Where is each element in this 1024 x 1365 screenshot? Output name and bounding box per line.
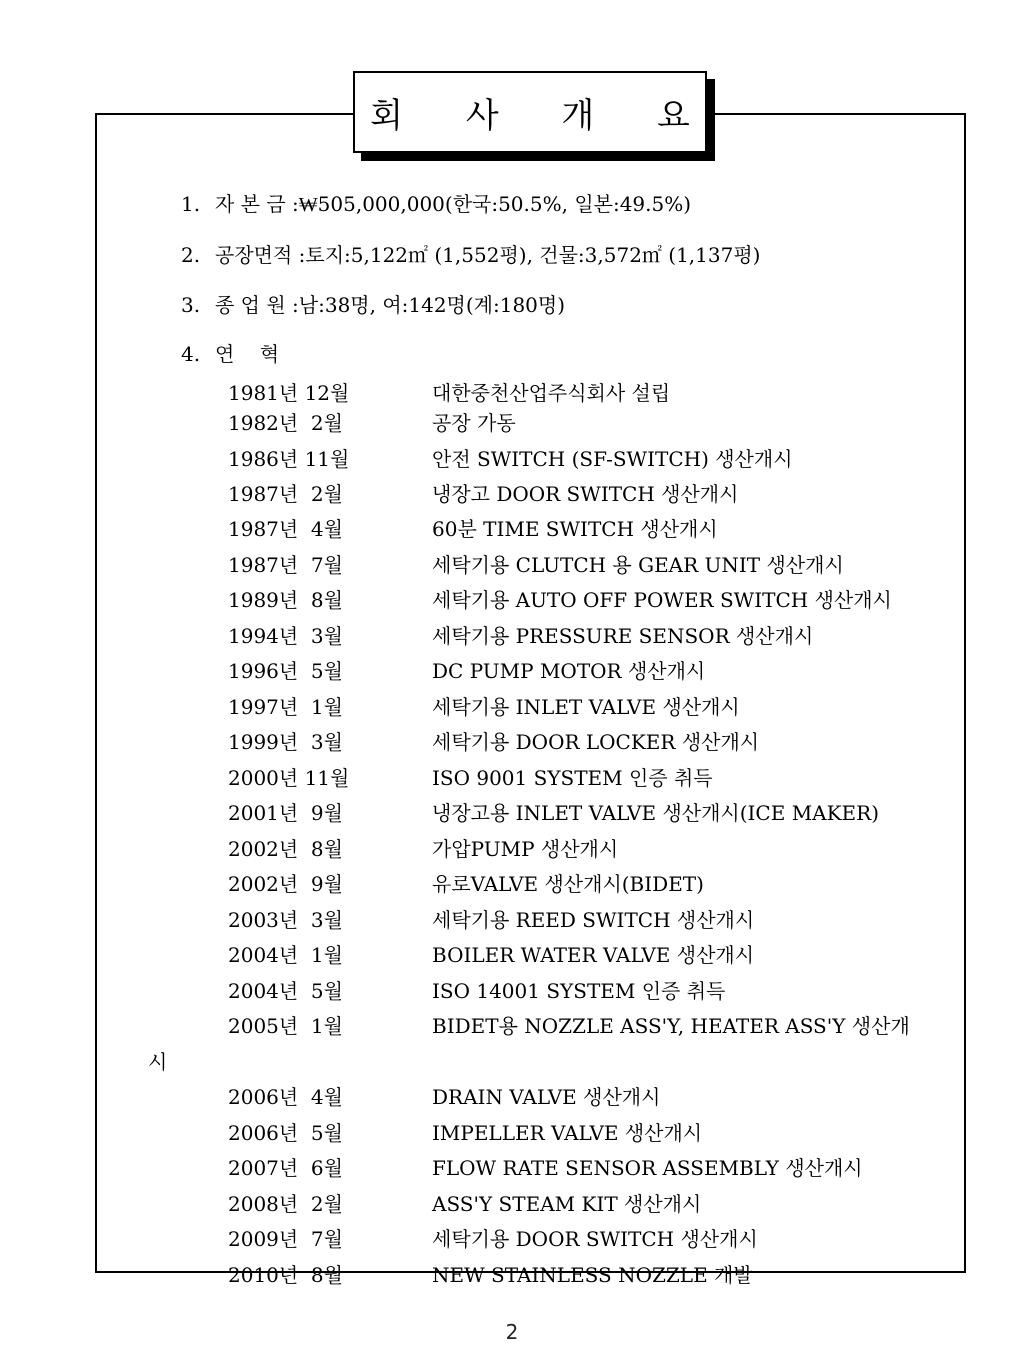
info-value: ₩505,000,000(한국:50.5%, 일본:49.5%) [298,192,692,216]
history-event: ASS'Y STEAM KIT 생산개시 [432,1192,702,1216]
info-history-heading [181,341,279,367]
history-row [228,765,713,791]
history-date: 1987년 2월 [228,482,343,506]
info-number: 3. [181,293,201,317]
history-event: DC PUMP MOTOR 생산개시 [432,659,706,683]
history-event: 세탁기용 AUTO OFF POWER SWITCH 생산개시 [432,588,892,612]
history-row [228,729,759,755]
history-date: 2001년 9월 [228,801,343,825]
history-row [228,1084,660,1110]
history-row [228,800,879,826]
info-capital [181,191,691,217]
history-event: 세탁기용 REED SWITCH 생산개시 [432,908,755,932]
history-date: 2009년 7월 [228,1227,343,1251]
history-event: ISO 9001 SYSTEM 인증 취득 [432,766,713,790]
history-event: 세탁기용 INLET VALVE 생산개시 [432,695,740,719]
history-event: BOILER WATER VALVE 생산개시 [432,943,755,967]
history-date: 2004년 5월 [228,979,343,1003]
history-date: 2004년 1월 [228,943,343,967]
history-row [228,380,670,406]
history-row [228,623,813,649]
info-number: 1. [181,192,201,216]
history-date: 1994년 3월 [228,624,343,648]
history-row [228,1120,702,1146]
info-number: 2. [181,243,201,267]
history-event: 세탁기용 PRESSURE SENSOR 생산개시 [432,624,814,648]
history-date: 2005년 1월 [228,1014,343,1038]
history-wrapped-text: 시 [148,1050,168,1074]
history-event: DRAIN VALVE 생산개시 [432,1085,661,1109]
history-event: IMPELLER VALVE 생산개시 [432,1121,703,1145]
page-number: 2 [505,1320,519,1344]
history-event: 세탁기용 DOOR LOCKER 생산개시 [432,730,760,754]
info-number: 4. [181,342,201,366]
history-event: 유로VALVE 생산개시(BIDET) [432,872,704,896]
history-date: 2000년 11월 [228,766,350,790]
history-date: 1996년 5월 [228,659,343,683]
info-value: 토지:5,122㎡ (1,552평), 건물:3,572㎡ (1,137평) [305,243,761,267]
info-factory-area [181,242,760,268]
history-event: 세탁기용 CLUTCH 용 GEAR UNIT 생산개시 [432,553,844,577]
history-row [228,942,754,968]
history-date: 1999년 3월 [228,730,343,754]
info-value: 남:38명, 여:142명(계:180명) [298,293,566,317]
history-date: 2002년 8월 [228,837,343,861]
info-label: 자 본 금 : [215,192,299,216]
history-row [228,446,793,472]
history-event: 안전 SWITCH (SF-SWITCH) 생산개시 [432,447,793,471]
history-row [228,552,844,578]
history-date: 1987년 7월 [228,553,343,577]
history-row [228,1226,758,1252]
history-row [228,1191,701,1217]
history-date: 2008년 2월 [228,1192,343,1216]
history-event: 냉장고 DOOR SWITCH 생산개시 [432,482,739,506]
history-row [228,907,754,933]
history-date: 1982년 2월 [228,411,343,435]
history-row [228,1262,753,1288]
info-label: 연 혁 [215,342,280,366]
history-date: 1981년 12월 [228,381,350,405]
history-event: 냉장고용 INLET VALVE 생산개시(ICE MAKER) [432,801,880,825]
history-date: 2006년 5월 [228,1121,343,1145]
history-row [228,1013,910,1039]
history-date: 1989년 8월 [228,588,343,612]
history-date: 1997년 1월 [228,695,343,719]
info-label: 공장면적 : [215,243,306,267]
history-event: FLOW RATE SENSOR ASSEMBLY 생산개시 [432,1156,863,1180]
title-box [353,71,716,153]
history-row [228,978,725,1004]
history-date: 2003년 3월 [228,908,343,932]
history-event: 공장 가동 [432,411,516,435]
history-date: 1986년 11월 [228,447,350,471]
history-row [228,516,718,542]
history-date: 1987년 4월 [228,517,343,541]
history-row [228,587,892,613]
history-date: 2010년 8월 [228,1263,343,1287]
history-event: 60분 TIME SWITCH 생산개시 [432,517,718,541]
history-row [228,410,516,436]
history-date: 2006년 4월 [228,1085,343,1109]
history-event: 대한중천산업주식회사 설립 [432,381,671,405]
history-event: ISO 14001 SYSTEM 인증 취득 [432,979,726,1003]
history-event: BIDET용 NOZZLE ASS'Y, HEATER ASS'Y 생산개 [432,1014,910,1038]
history-row [228,694,740,720]
history-date: 2002년 9월 [228,872,343,896]
history-row [228,871,704,897]
history-date: 2007년 6월 [228,1156,343,1180]
history-event: 가압PUMP 생산개시 [432,837,619,861]
history-event: 세탁기용 DOOR SWITCH 생산개시 [432,1227,758,1251]
history-event: NEW STAINLESS NOZZLE 개발 [432,1263,753,1287]
info-employees [181,292,565,318]
history-row [228,658,705,684]
info-label: 종 업 원 : [215,293,299,317]
history-row [228,481,738,507]
history-row [228,1155,863,1181]
page-title: 회 사 개 요 [370,95,716,136]
history-row [228,836,618,862]
